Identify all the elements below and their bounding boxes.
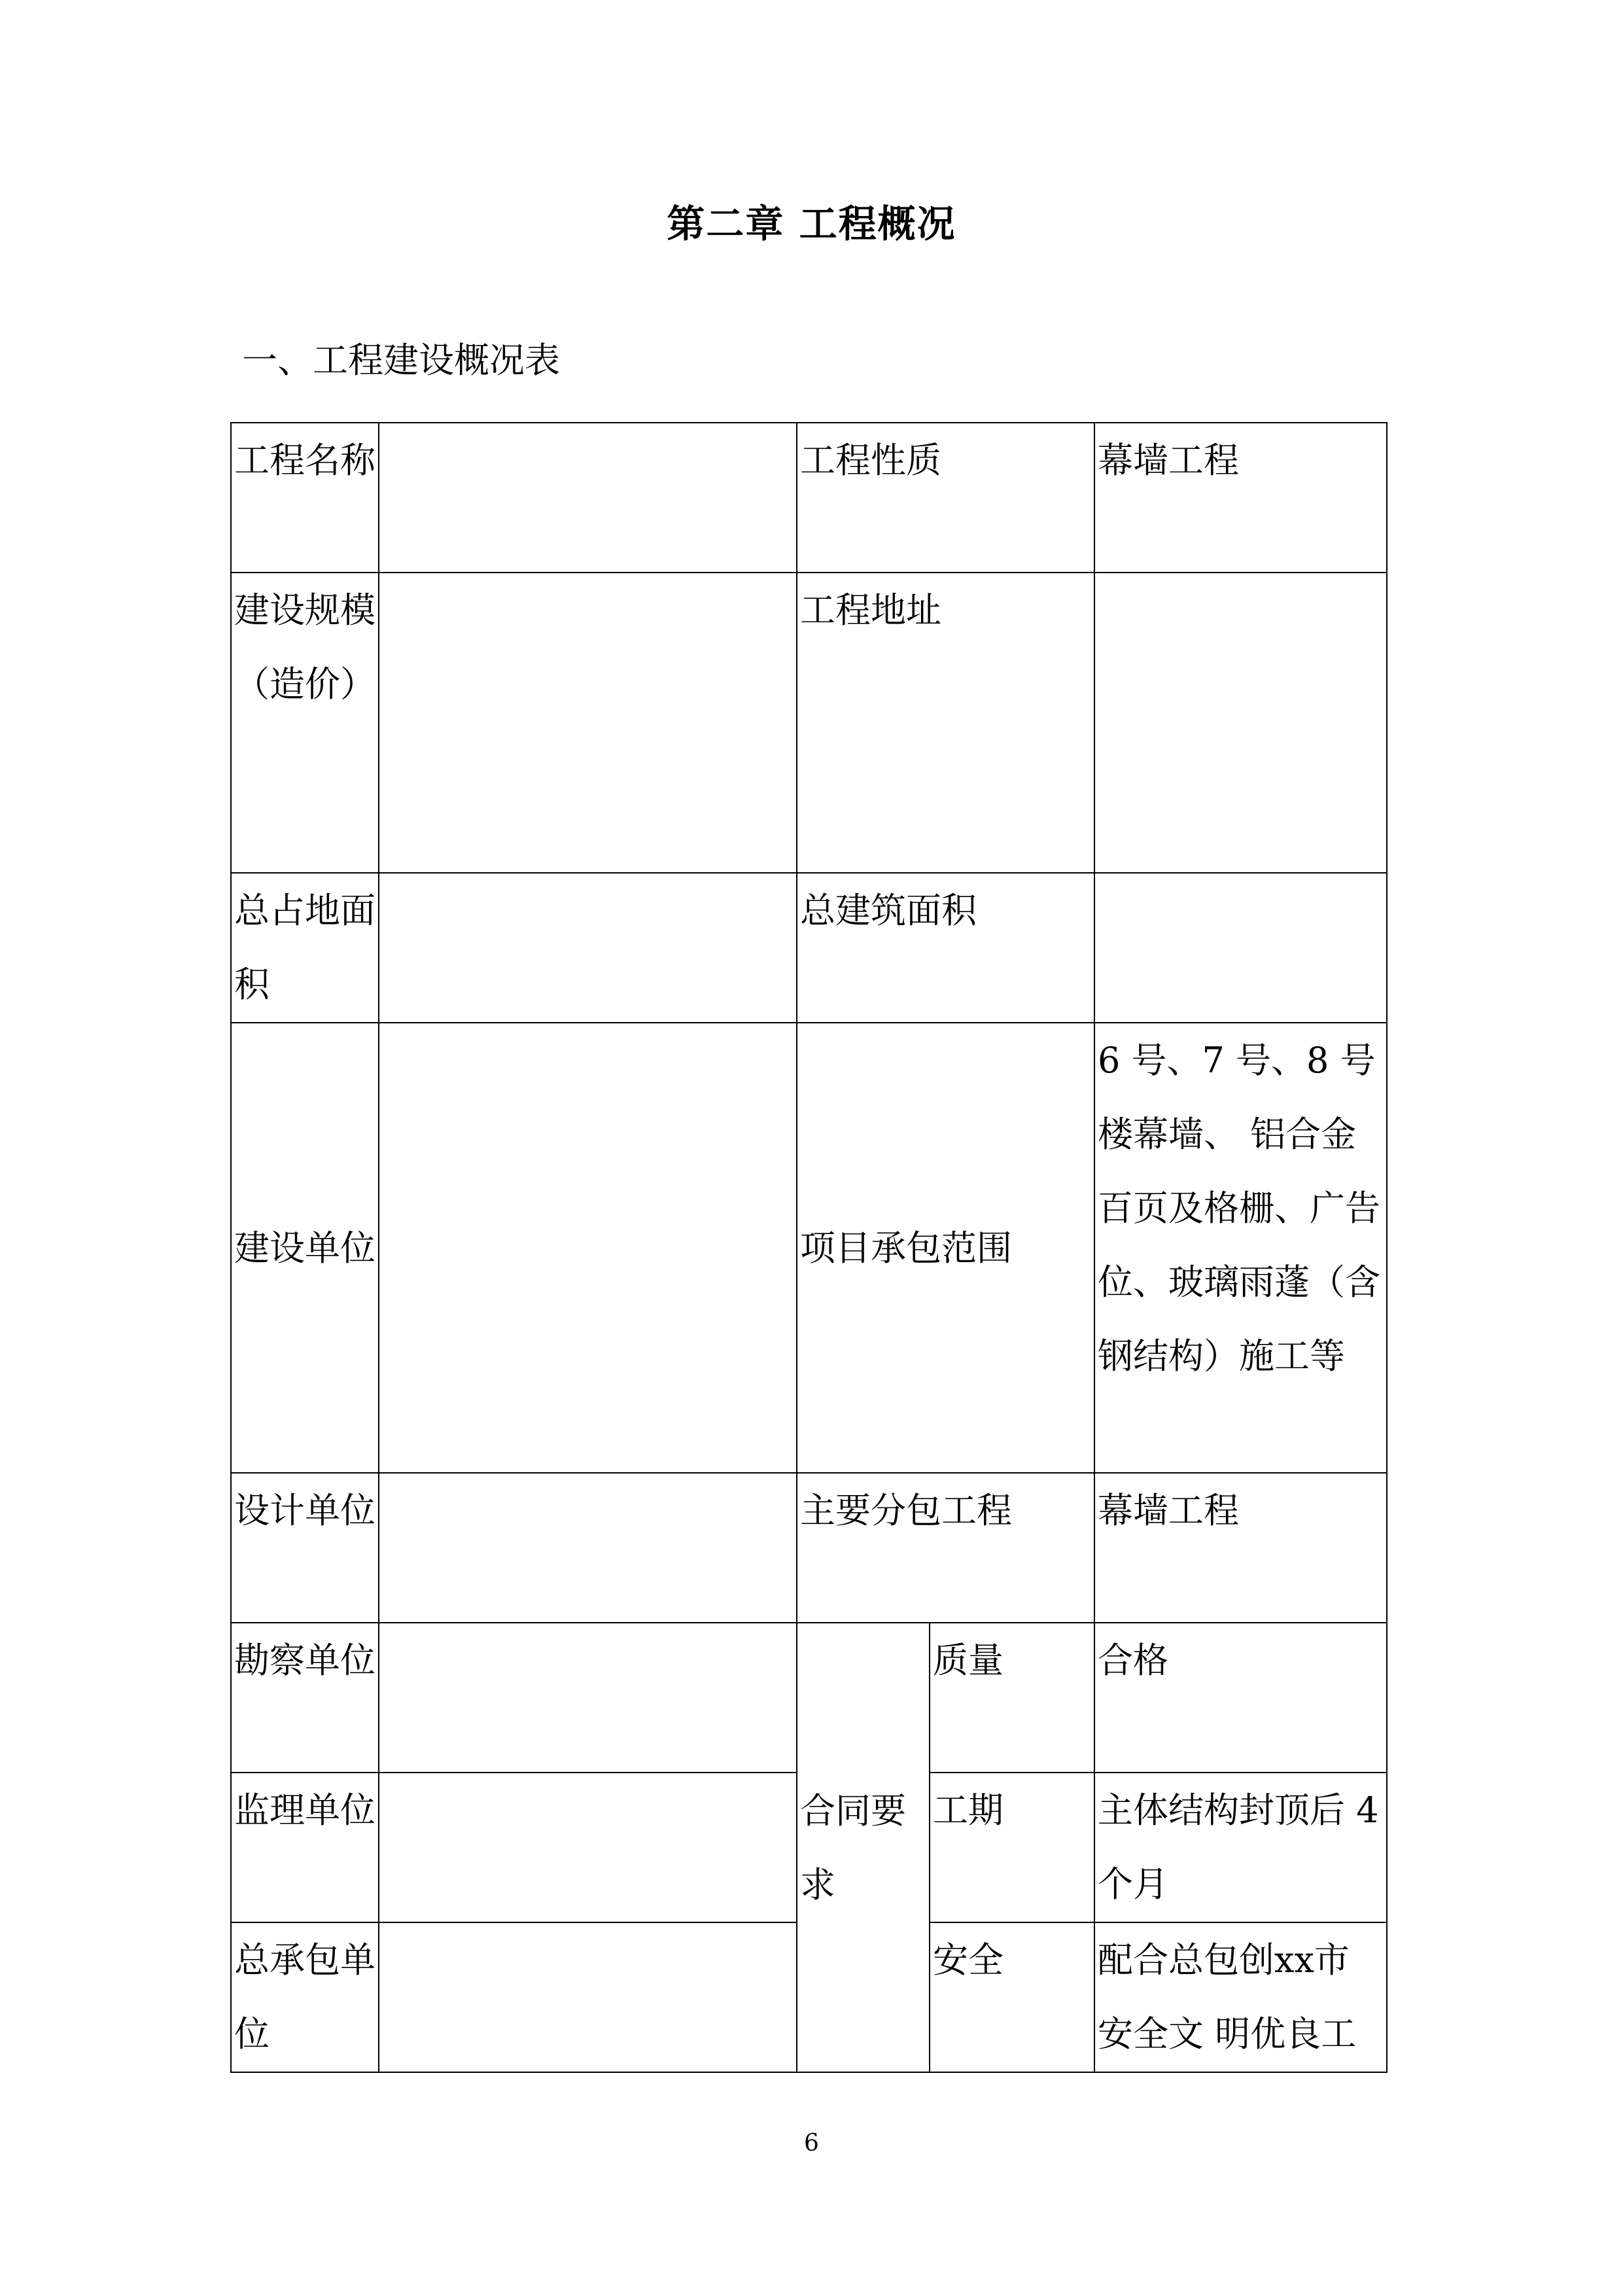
row-label-2: 总建筑面积 — [797, 873, 1094, 1023]
table-row — [231, 1623, 1387, 1773]
row-label-2: 工程地址 — [797, 573, 1094, 873]
row-label-2: 项目承包范围 — [797, 1023, 1094, 1473]
requirement-label: 工期 — [930, 1773, 1094, 1922]
row-label: 建设规模（造价） — [231, 573, 379, 873]
row-value — [379, 1773, 797, 1922]
page-number: 6 — [804, 2130, 819, 2157]
row-label: 勘察单位 — [231, 1623, 379, 1773]
requirement-value: 配合总包创xx市安全文 明优良工 — [1094, 1922, 1387, 2072]
row-value — [379, 873, 797, 1023]
row-label: 工程名称 — [231, 423, 379, 573]
row-label: 总占地面积 — [231, 873, 379, 1023]
table-row — [231, 423, 1387, 573]
page-title: 第二章 工程概况 — [667, 202, 956, 246]
row-value-2: 6 号、7 号、8 号楼幕墙、 铝合金百页及格栅、广告 位、玻璃雨蓬（含钢结构）施工等 — [1094, 1023, 1387, 1473]
table-row — [231, 1473, 1387, 1623]
table-row — [231, 873, 1387, 1023]
row-value — [379, 1922, 797, 2072]
row-value — [379, 1473, 797, 1623]
requirement-value: 主体结构封顶后 4 个月 — [1094, 1773, 1387, 1922]
requirement-label: 安全 — [930, 1922, 1094, 2072]
section-heading: 一、工程建设概况表 — [242, 340, 560, 381]
row-label: 总承包单位 — [231, 1922, 379, 2072]
requirement-value: 合格 — [1094, 1623, 1387, 1773]
row-value-2 — [1094, 873, 1387, 1023]
row-label: 设计单位 — [231, 1473, 379, 1623]
requirement-label: 质量 — [930, 1623, 1094, 1773]
row-value-2 — [1094, 573, 1387, 873]
row-label-2: 工程性质 — [797, 423, 1094, 573]
project-overview-table — [230, 422, 1387, 2073]
contract-requirements-label: 合同要求 — [797, 1623, 930, 2072]
row-value-2: 幕墙工程 — [1094, 423, 1387, 573]
table-row — [231, 1023, 1387, 1473]
row-value — [379, 1023, 797, 1473]
table-row — [231, 573, 1387, 873]
row-label-2: 主要分包工程 — [797, 1473, 1094, 1623]
row-value — [379, 573, 797, 873]
row-value-2: 幕墙工程 — [1094, 1473, 1387, 1623]
row-value — [379, 423, 797, 573]
row-label: 建设单位 — [231, 1023, 379, 1473]
row-value — [379, 1623, 797, 1773]
row-label: 监理单位 — [231, 1773, 379, 1922]
